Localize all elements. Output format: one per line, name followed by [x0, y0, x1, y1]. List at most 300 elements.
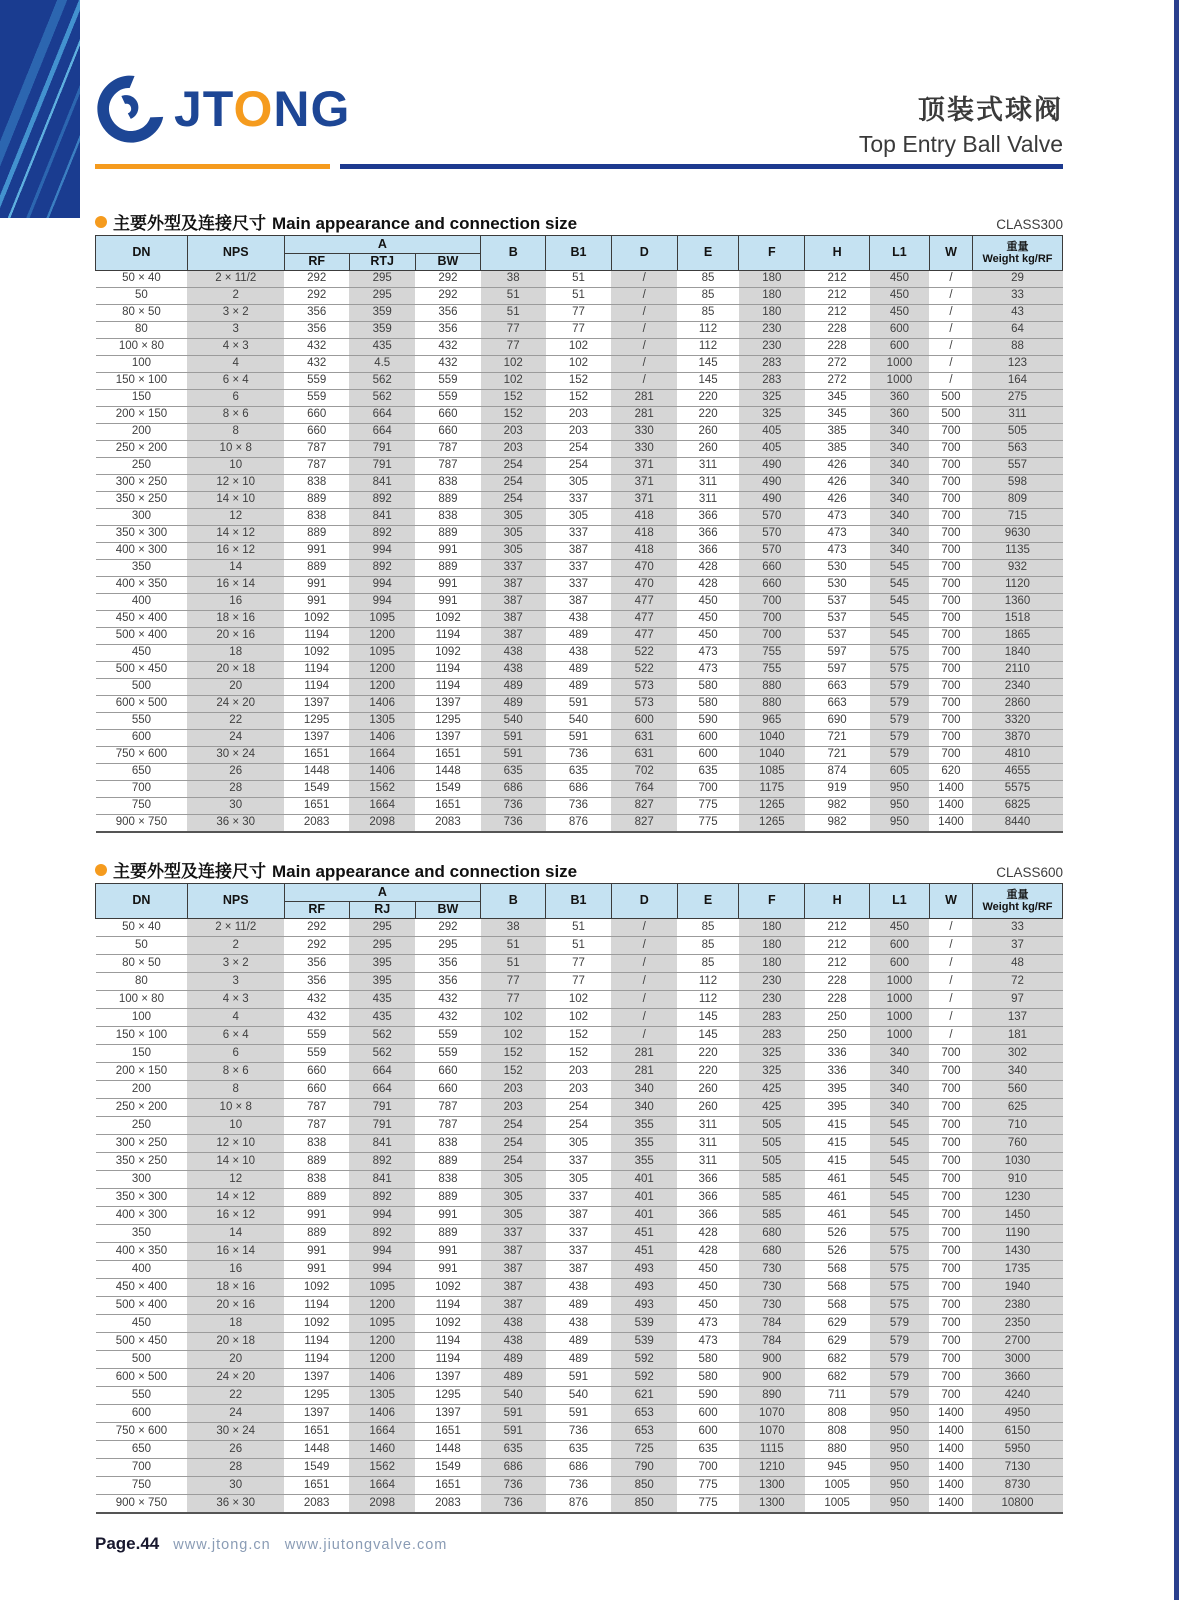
table-row	[96, 373, 1063, 390]
table-cell: 760	[972, 1135, 1062, 1153]
table-cell: 1000	[870, 373, 930, 390]
table-cell: 20 × 18	[187, 662, 284, 679]
table-cell: 428	[677, 577, 739, 594]
table-cell: 493	[611, 1279, 677, 1297]
col-header-bw: BW	[415, 254, 481, 271]
table-cell: 889	[415, 560, 481, 577]
table-cell: 64	[972, 322, 1062, 339]
table-cell: 1095	[349, 1315, 415, 1333]
table-cell: 700	[929, 645, 972, 662]
section-title: 主要外型及连接尺寸 Main appearance and connection size	[113, 862, 578, 881]
table-cell: 736	[546, 1423, 612, 1441]
table-cell: 200	[96, 424, 188, 441]
table-cell: 686	[546, 781, 612, 798]
table-cell: 585	[739, 1171, 805, 1189]
table-cell: 850	[611, 1477, 677, 1495]
table-cell: 283	[739, 373, 805, 390]
table-row	[96, 747, 1063, 764]
class-label: CLASS600	[996, 865, 1063, 880]
table-cell: 470	[611, 577, 677, 594]
table-cell: 100 × 80	[96, 339, 188, 356]
table-row	[96, 594, 1063, 611]
table-row	[96, 1459, 1063, 1477]
table-cell: 336	[805, 1045, 870, 1063]
table-cell: 725	[611, 1441, 677, 1459]
table-cell: /	[929, 919, 972, 937]
table-cell: 432	[415, 991, 481, 1009]
table-cell: 405	[739, 424, 805, 441]
table-cell: 686	[481, 1459, 546, 1477]
table-cell: 600	[870, 955, 930, 973]
table-cell: 568	[805, 1279, 870, 1297]
table-cell: 432	[284, 356, 349, 373]
table-cell: 1400	[929, 798, 972, 815]
table-cell: 461	[805, 1207, 870, 1225]
table-cell: 660	[739, 560, 805, 577]
table-cell: 281	[611, 1063, 677, 1081]
table-cell: 387	[481, 611, 546, 628]
table-cell: 700	[929, 1189, 972, 1207]
table-cell: 3	[187, 322, 284, 339]
table-cell: 38	[481, 271, 546, 288]
table-cell: 631	[611, 730, 677, 747]
col-header-nps: NPS	[187, 236, 284, 271]
table-cell: 30	[187, 798, 284, 815]
table-cell: 80	[96, 973, 188, 991]
table-cell: 152	[481, 407, 546, 424]
table-cell: 750	[96, 798, 188, 815]
table-cell: 889	[284, 560, 349, 577]
table-cell: 43	[972, 305, 1062, 322]
table-cell: 932	[972, 560, 1062, 577]
table-cell: 540	[546, 1387, 612, 1405]
table-cell: 477	[611, 628, 677, 645]
table-cell: 787	[284, 458, 349, 475]
table-cell: /	[929, 1027, 972, 1045]
table-cell: 51	[481, 955, 546, 973]
table-cell: 900	[739, 1351, 805, 1369]
table-cell: 220	[677, 1045, 739, 1063]
col-header-bw: BW	[415, 902, 481, 919]
table-row	[96, 645, 1063, 662]
table-cell: 710	[972, 1117, 1062, 1135]
table-cell: 493	[611, 1261, 677, 1279]
table-cell: 1397	[284, 730, 349, 747]
table-cell: 6 × 4	[187, 1027, 284, 1045]
table-cell: 489	[546, 662, 612, 679]
table-cell: /	[929, 271, 972, 288]
table-cell: 680	[739, 1225, 805, 1243]
table-cell: 1664	[349, 1477, 415, 1495]
table-cell: 50 × 40	[96, 271, 188, 288]
table-cell: 8 × 6	[187, 407, 284, 424]
table-cell: 575	[870, 1225, 930, 1243]
table-cell: 950	[870, 1441, 930, 1459]
table-cell: 889	[415, 1225, 481, 1243]
table-cell: 631	[611, 747, 677, 764]
table-cell: 991	[284, 594, 349, 611]
table-cell: 1406	[349, 696, 415, 713]
table-cell: 152	[481, 1045, 546, 1063]
table-row	[96, 1279, 1063, 1297]
table-cell: 579	[870, 1369, 930, 1387]
table-cell: 438	[481, 1315, 546, 1333]
table-cell: 585	[739, 1189, 805, 1207]
table-cell: 385	[805, 424, 870, 441]
table-cell: 435	[349, 1009, 415, 1027]
table-cell: 598	[972, 475, 1062, 492]
table-cell: 152	[481, 1063, 546, 1081]
table-cell: 203	[546, 424, 612, 441]
table-cell: 1092	[284, 611, 349, 628]
table-cell: 300 × 250	[96, 1135, 188, 1153]
col-header-h: H	[805, 236, 870, 271]
table-cell: 490	[739, 475, 805, 492]
table-cell: 12	[187, 509, 284, 526]
table-cell: 1200	[349, 1333, 415, 1351]
table-cell: 435	[349, 991, 415, 1009]
table-cell: 700	[929, 1081, 972, 1099]
table-cell: 1300	[739, 1495, 805, 1514]
table-row	[96, 1351, 1063, 1369]
table-cell: 438	[546, 611, 612, 628]
table-cell: 228	[805, 339, 870, 356]
table-cell: 1200	[349, 1297, 415, 1315]
table-cell: 500 × 400	[96, 628, 188, 645]
table-cell: 950	[870, 1423, 930, 1441]
table-cell: 1448	[415, 764, 481, 781]
table-cell: 473	[677, 1333, 739, 1351]
table-cell: 387	[546, 594, 612, 611]
table-cell: 51	[546, 919, 612, 937]
table-cell: 950	[870, 1459, 930, 1477]
table-cell: 579	[870, 679, 930, 696]
table-cell: 991	[415, 594, 481, 611]
table-cell: 660	[284, 1081, 349, 1099]
table-row	[96, 475, 1063, 492]
table-cell: 600	[677, 1405, 739, 1423]
table-cell: 841	[349, 1135, 415, 1153]
table-cell: 292	[284, 937, 349, 955]
table-cell: 30	[187, 1477, 284, 1495]
table-cell: 337	[546, 1243, 612, 1261]
table-cell: 787	[415, 458, 481, 475]
table-cell: 29	[972, 271, 1062, 288]
table-cell: 10	[187, 1117, 284, 1135]
table-cell: 50	[96, 937, 188, 955]
table-cell: 123	[972, 356, 1062, 373]
table-cell: 203	[546, 1063, 612, 1081]
table-cell: 827	[611, 815, 677, 833]
table-cell: 526	[805, 1225, 870, 1243]
table-cell: 660	[284, 1063, 349, 1081]
table-cell: 311	[677, 1153, 739, 1171]
table-cell: 994	[349, 577, 415, 594]
table-cell: 730	[739, 1297, 805, 1315]
table-cell: 10 × 8	[187, 1099, 284, 1117]
table-row	[96, 1135, 1063, 1153]
table-cell: 400 × 350	[96, 577, 188, 594]
table-cell: 2340	[972, 679, 1062, 696]
table-cell: 579	[870, 1315, 930, 1333]
table-cell: 450	[870, 919, 930, 937]
col-header-b: B	[481, 884, 546, 919]
table-cell: 889	[415, 1189, 481, 1207]
table-cell: 438	[481, 662, 546, 679]
table-row	[96, 356, 1063, 373]
table-cell: 841	[349, 509, 415, 526]
table-cell: 200 × 150	[96, 1063, 188, 1081]
table-cell: /	[929, 1009, 972, 1027]
table-cell: 283	[739, 356, 805, 373]
col-header-a-group: A	[284, 884, 481, 902]
table-cell: 305	[481, 543, 546, 560]
table-cell: 400 × 300	[96, 1207, 188, 1225]
table-cell: 228	[805, 973, 870, 991]
table-cell: 950	[870, 781, 930, 798]
table-cell: 8440	[972, 815, 1062, 833]
col-header-l1: L1	[870, 884, 930, 919]
table-cell: 10800	[972, 1495, 1062, 1514]
table-cell: 1092	[415, 611, 481, 628]
table-cell: 340	[972, 1063, 1062, 1081]
table-cell: 490	[739, 458, 805, 475]
table-row	[96, 424, 1063, 441]
table-cell: 721	[805, 747, 870, 764]
table-row	[96, 1477, 1063, 1495]
table-cell: 736	[546, 1477, 612, 1495]
table-row	[96, 1027, 1063, 1045]
table-row	[96, 1009, 1063, 1027]
table-cell: 579	[870, 730, 930, 747]
table-cell: 340	[611, 1099, 677, 1117]
table-cell: 537	[805, 611, 870, 628]
table-cell: /	[929, 288, 972, 305]
table-cell: 892	[349, 1153, 415, 1171]
table-cell: 568	[805, 1261, 870, 1279]
table-cell: 787	[284, 1117, 349, 1135]
table-cell: 787	[284, 441, 349, 458]
table-cell: 22	[187, 713, 284, 730]
table-cell: 473	[805, 526, 870, 543]
table-cell: 1406	[349, 1405, 415, 1423]
table-cell: 1865	[972, 628, 1062, 645]
table-cell: 371	[611, 458, 677, 475]
col-header-a-group: A	[284, 236, 481, 254]
table-row	[96, 560, 1063, 577]
table-cell: 585	[739, 1207, 805, 1225]
table-cell: 892	[349, 1189, 415, 1207]
table-row	[96, 1315, 1063, 1333]
table-cell: 1194	[284, 679, 349, 696]
table-row	[96, 526, 1063, 543]
table-cell: 359	[349, 322, 415, 339]
table-cell: 77	[481, 339, 546, 356]
table-cell: 540	[481, 713, 546, 730]
section-bullet-icon	[95, 864, 107, 876]
table-cell: 428	[677, 1225, 739, 1243]
table-cell: 200	[96, 1081, 188, 1099]
col-header-h: H	[805, 884, 870, 919]
table-cell: 702	[611, 764, 677, 781]
table-cell: 36 × 30	[187, 815, 284, 833]
table-cell: 426	[805, 458, 870, 475]
table-cell: 808	[805, 1405, 870, 1423]
table-cell: 337	[546, 1189, 612, 1207]
table-cell: 305	[546, 1135, 612, 1153]
table-cell: 72	[972, 973, 1062, 991]
table-cell: 254	[481, 475, 546, 492]
table-cell: 950	[870, 798, 930, 815]
table-cell: 311	[677, 492, 739, 509]
col-header-b: B	[481, 236, 546, 271]
table-cell: 102	[546, 1009, 612, 1027]
table-cell: 212	[805, 937, 870, 955]
table-cell: 387	[481, 594, 546, 611]
table-cell: 51	[481, 305, 546, 322]
table-cell: 1651	[284, 1477, 349, 1495]
table-cell: 750 × 600	[96, 1423, 188, 1441]
table-cell: 438	[546, 645, 612, 662]
table-cell: 1460	[349, 1441, 415, 1459]
table-cell: 366	[677, 509, 739, 526]
table-cell: 775	[677, 1495, 739, 1514]
table-cell: 505	[739, 1117, 805, 1135]
table-cell: 579	[870, 1351, 930, 1369]
table-cell: 102	[481, 356, 546, 373]
table-cell: 387	[546, 1207, 612, 1225]
table-cell: 77	[481, 322, 546, 339]
table-cell: 1120	[972, 577, 1062, 594]
table-cell: 750 × 600	[96, 747, 188, 764]
table-cell: 16 × 12	[187, 543, 284, 560]
table-cell: 438	[546, 1315, 612, 1333]
table-cell: 489	[546, 679, 612, 696]
table-cell: 700	[929, 628, 972, 645]
table-cell: 559	[415, 390, 481, 407]
table-cell: 292	[415, 288, 481, 305]
table-cell: 1549	[415, 781, 481, 798]
table-cell: 682	[805, 1351, 870, 1369]
table-cell: 730	[739, 1279, 805, 1297]
table-cell: 473	[677, 645, 739, 662]
table-cell: 827	[611, 798, 677, 815]
table-cell: /	[611, 937, 677, 955]
table-cell: 784	[739, 1333, 805, 1351]
table-cell: 1190	[972, 1225, 1062, 1243]
table-cell: /	[611, 955, 677, 973]
table-cell: 1400	[929, 781, 972, 798]
table-cell: 295	[349, 271, 415, 288]
table-cell: 500	[929, 390, 972, 407]
table-cell: 4 × 3	[187, 991, 284, 1009]
table-cell: 625	[972, 1099, 1062, 1117]
table-cell: 37	[972, 937, 1062, 955]
table-cell: 500 × 400	[96, 1297, 188, 1315]
table-cell: 579	[870, 1387, 930, 1405]
table-cell: 505	[739, 1135, 805, 1153]
table-cell: 432	[284, 339, 349, 356]
table-cell: 1397	[415, 1369, 481, 1387]
table-cell: 14	[187, 1225, 284, 1243]
table-cell: 1549	[284, 781, 349, 798]
table-cell: 14 × 10	[187, 492, 284, 509]
table-cell: 305	[481, 1171, 546, 1189]
table-cell: 85	[677, 955, 739, 973]
table-cell: 102	[481, 1027, 546, 1045]
table-cell: 700	[929, 560, 972, 577]
table-cell: 336	[805, 1063, 870, 1081]
table-cell: 12 × 10	[187, 1135, 284, 1153]
table-cell: 305	[481, 1189, 546, 1207]
table-cell: 600	[611, 713, 677, 730]
col-header-f: F	[739, 884, 805, 919]
table-cell: 97	[972, 991, 1062, 1009]
table-cell: 473	[805, 543, 870, 560]
table-cell: 77	[481, 991, 546, 1009]
table-cell: /	[611, 1027, 677, 1045]
table-cell: 600	[677, 1423, 739, 1441]
table-cell: 1562	[349, 1459, 415, 1477]
table-cell: 2083	[415, 1495, 481, 1514]
table-cell: 1194	[415, 628, 481, 645]
table-cell: 473	[805, 509, 870, 526]
table-cell: 1406	[349, 730, 415, 747]
table-cell: 880	[739, 696, 805, 713]
table-cell: 350 × 300	[96, 1189, 188, 1207]
table-cell: 80 × 50	[96, 955, 188, 973]
table-cell: 545	[870, 577, 930, 594]
table-cell: 1000	[870, 356, 930, 373]
table-cell: 1450	[972, 1207, 1062, 1225]
jtong-logo-icon	[92, 70, 170, 148]
table-cell: 450	[96, 645, 188, 662]
table-cell: 537	[805, 628, 870, 645]
table-cell: 340	[870, 543, 930, 560]
table-cell: 545	[870, 1189, 930, 1207]
table-cell: 1400	[929, 1441, 972, 1459]
table-cell: 438	[481, 1333, 546, 1351]
section-title: 主要外型及连接尺寸 Main appearance and connection size	[113, 214, 578, 233]
table-cell: 545	[870, 1153, 930, 1171]
table-cell: 325	[739, 1063, 805, 1081]
table-cell: 350 × 300	[96, 526, 188, 543]
table-cell: 530	[805, 577, 870, 594]
table-cell: 730	[739, 1261, 805, 1279]
table-cell: 450	[96, 1315, 188, 1333]
col-header-w: W	[929, 236, 972, 271]
table-cell: 505	[739, 1153, 805, 1171]
table-cell: 366	[677, 1189, 739, 1207]
table-cell: 592	[611, 1351, 677, 1369]
table-row	[96, 1387, 1063, 1405]
table-cell: 152	[546, 390, 612, 407]
table-cell: 181	[972, 1027, 1062, 1045]
table-cell: 505	[972, 424, 1062, 441]
table-cell: 900 × 750	[96, 815, 188, 833]
col-header-rf: RF	[284, 902, 349, 919]
table-cell: 24 × 20	[187, 696, 284, 713]
table-cell: /	[611, 305, 677, 322]
table-cell: 850	[611, 1495, 677, 1514]
table-cell: 2083	[284, 815, 349, 833]
col-header-f: F	[739, 236, 805, 271]
table-cell: 305	[481, 526, 546, 543]
table-cell: 340	[870, 441, 930, 458]
table-cell: 432	[284, 991, 349, 1009]
table-cell: 1295	[415, 1387, 481, 1405]
table-cell: 212	[805, 288, 870, 305]
